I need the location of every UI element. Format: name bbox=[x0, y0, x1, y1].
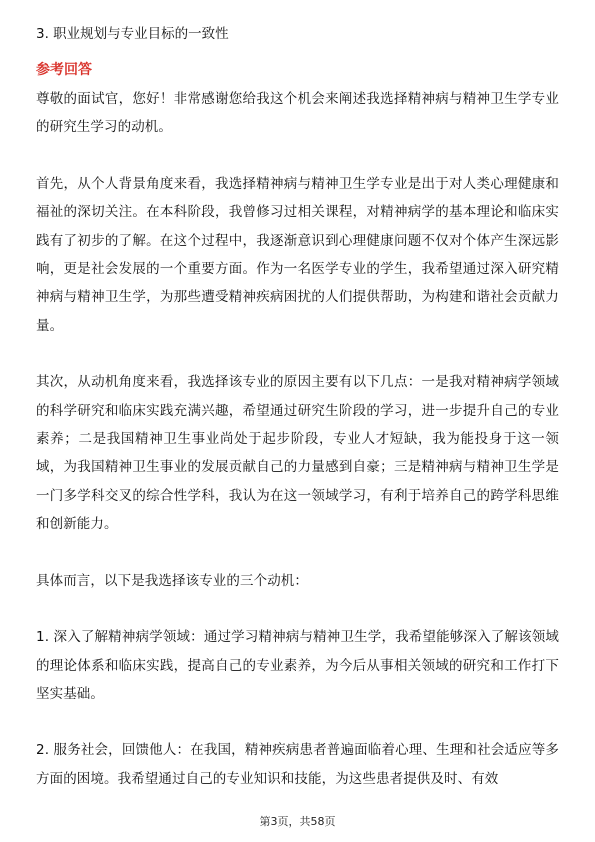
paragraph-greeting: 尊敬的面试官，您好！非常感谢您给我这个机会来阐述我选择精神病与精神卫生学专业的研究生学习的动机。 bbox=[36, 91, 559, 136]
page-number: 第3页，共58页 bbox=[259, 815, 336, 828]
paragraph-background: 首先，从个人背景角度来看，我选择精神病与精神卫生学专业是出于对人类心理健康和福祉的深切关注。在本科阶段，我曾修习过相关课程，对精神病学的基本理论和临床实践有了初步的了解。在这个过程中，我逐渐意识到心理健康问题不仅对个体产生深远影响，更是社会发展的一个重要方面。作为一名医学专业的学生，我希望通过深入研究精神病与精神卫生学，为那些遭受精神疾病困扰的人们提供帮助，为构建和谐社会贡献力量。 bbox=[36, 175, 559, 334]
paragraph-intro-list: 具体而言，以下是我选择该专业的三个动机： bbox=[36, 572, 308, 589]
reference-answer-label: 参考回答 bbox=[36, 62, 92, 78]
paragraph-item-2: 2. 服务社会，回馈他人：在我国，精神疾病患者普遍面临着心理、生理和社会适应等多方面的困境。我希望通过自己的专业知识和技能，为这些患者提供及时、有效 bbox=[36, 742, 559, 787]
paragraph-item-1: 1. 深入了解精神病学领域：通过学习精神病与精神卫生学，我希望能够深入了解该领域的理论体系和临床实践，提高自己的专业素养，为今后从事相关领域的研究和工作打下坚实基础。 bbox=[36, 629, 559, 702]
answer-body bbox=[36, 85, 559, 821]
paragraph-motivation: 其次，从动机角度来看，我选择该专业的原因主要有以下几点：一是我对精神病学领域的科学研究和临床实践充满兴趣，希望通过研究生阶段的学习，进一步提升自己的专业素养；二是我国精神卫生事业尚处于起步阶段，专业人才短缺，我为能投身于这一领域，为我国精神卫生事业的发展贡献自己的力量感到自豪；三是精神病与精神卫生学是一门多学科交叉的综合性学科，我认为在这一领域学习，有利于培养自己的跨学科思维和创新能力。 bbox=[36, 374, 559, 533]
section-heading: 3. 职业规划与专业目标的一致性 bbox=[36, 26, 229, 42]
